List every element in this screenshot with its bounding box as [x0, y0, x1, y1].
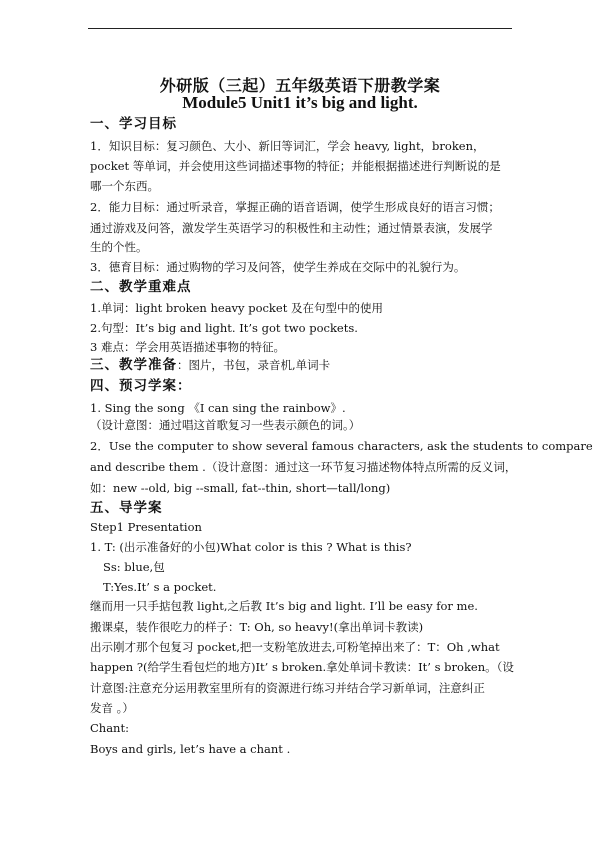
section-heading-learning-goals: 一、学习目标 — [90, 116, 177, 132]
text-line: 搬课桌，装作很吃力的样子：T: Oh, so heavy!(拿出单词卡教读) — [90, 620, 424, 634]
text-line: 继而用一只手掂包教 light,之后教 It’s big and light. I’ll be easy for me. — [90, 599, 478, 613]
preparation-items: ：图片，书包，录音机,单词卡 — [177, 358, 331, 372]
text-line: 1.单词：light broken heavy pocket 及在句型中的使用 — [90, 301, 383, 315]
section-heading-guided-study: 五、导学案 — [90, 500, 163, 516]
text-line: Ss: blue,包 — [103, 560, 165, 574]
text-line: 3．德育目标：通过购物的学习及问答，使学生养成在交际中的礼貌行为。 — [90, 260, 466, 274]
text-line: 哪一个东西。 — [90, 179, 159, 193]
text-line: 1. Sing the song 《I can sing the rainbow》. — [90, 401, 346, 415]
text-line: 1. T: (出示准备好的小包)What color is this ? What is this? — [90, 540, 412, 554]
text-line: （设计意图：通过唱这首歌复习一些表示颜色的词。） — [90, 418, 361, 432]
text-line: 出示刚才那个包复习 pocket,把一支粉笔放进去,可粉笔掉出来了：T：Oh ,what — [90, 640, 500, 654]
text-line: 通过游戏及问答，激发学生英语学习的积极性和主动性；通过情景表演，发展学 — [90, 221, 493, 235]
text-line: pocket 等单词，并会使用这些词描述事物的特征；并能根据描述进行判断说的是 — [90, 159, 501, 173]
text-line: happen ?(给学生看包烂的地方)It’ s broken.拿处单词卡教读：It’ s broken。（设 — [90, 660, 514, 674]
text-line: 3 难点：学会用英语描述事物的特征。 — [90, 340, 285, 354]
section-heading-preparation — [90, 358, 330, 372]
text-line: 2.句型：It’s big and light. It’s got two pockets. — [90, 321, 358, 335]
text-line: Step1 Presentation — [90, 520, 202, 534]
document-title-chinese: 外研版（三起）五年级英语下册教学案 — [159, 76, 441, 95]
preparation-label: 三、教学准备 — [90, 357, 177, 373]
text-line: 计意图:注意充分运用教室里所有的资源进行练习并结合学习新单词，注意纠正 — [90, 681, 485, 695]
text-line: T:Yes.It’ s a pocket. — [103, 580, 217, 594]
text-line: Chant: — [90, 721, 129, 735]
header-rule — [88, 28, 512, 29]
section-heading-key-points: 二、教学重难点 — [90, 279, 192, 295]
text-line: Boys and girls, let’s have a chant . — [90, 742, 291, 756]
text-line: 如：new --old, big --small, fat--thin, short—tall/long) — [90, 481, 391, 495]
section-heading-preview: 四、预习学案： — [90, 378, 192, 394]
text-line: 发音 。） — [90, 701, 134, 715]
text-line: and describe them .（设计意图：通过这一环节复习描述物体特点所需的反义词， — [90, 460, 517, 474]
text-line: 1．知识目标：复习颜色、大小、新旧等词汇，学会 heavy, light，broken， — [90, 139, 485, 153]
text-line: 生的个性。 — [90, 240, 148, 254]
text-line: 2．能力目标：通过听录音，掌握正确的语音语调，使学生形成良好的语言习惯； — [90, 200, 500, 214]
text-line: 2．Use the computer to show several famous characters, ask the students to compare — [90, 439, 593, 453]
document-title-english: Module5 Unit1 it’s big and light. — [182, 93, 418, 112]
